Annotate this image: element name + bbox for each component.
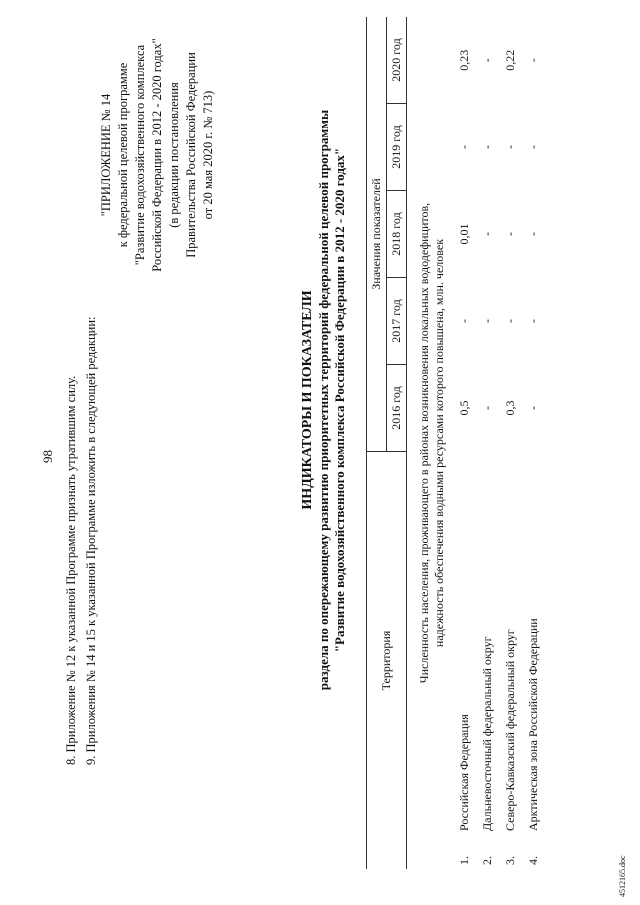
row-value: - <box>480 319 494 323</box>
header-year: 2017 год <box>387 278 407 365</box>
row-number: 3. <box>503 856 517 865</box>
row-value: 0,5 <box>457 400 471 416</box>
table-row <box>476 17 499 869</box>
row-value: 0,22 <box>503 49 517 71</box>
title-subtitle: "Развитие водохозяйственного комплекса Российской Федерации в 2012 - 2020 годах" <box>332 147 347 653</box>
table-row <box>453 17 476 869</box>
row-number: 4. <box>526 856 540 865</box>
row-value: - <box>526 145 540 149</box>
indicators-table <box>366 17 545 869</box>
document-title <box>300 5 348 795</box>
appendix-line: "ПРИЛОЖЕНИЕ № 14 <box>99 93 113 217</box>
row-number: 2. <box>480 856 494 865</box>
appendix-line: от 20 мая 2020 г. № 713) <box>201 90 215 220</box>
note-item-8: 8. Приложение № 12 к указанной Программе признать утратившим силу. <box>64 375 78 765</box>
row-value: - <box>503 232 517 236</box>
header-year: 2020 год <box>387 17 407 104</box>
header-year: 2018 год <box>387 191 407 278</box>
note-item-9: 9. Приложения № 14 и 15 к указанной Программе изложить в следующей редакции: <box>84 316 98 765</box>
appendix-line: к федеральной целевой программе <box>116 62 130 248</box>
header-values: Значения показателей <box>367 17 387 452</box>
row-value: 0,23 <box>457 49 471 71</box>
appendix-line: Российской Федерации в 2012 - 2020 годах" <box>150 38 164 272</box>
page-number: 98 <box>40 450 55 463</box>
row-value: - <box>526 319 540 323</box>
row-value: - <box>480 406 494 410</box>
table-row <box>499 17 522 869</box>
row-value: - <box>503 145 517 149</box>
footer-filename: 4512165.doc <box>618 855 627 897</box>
title-main: ИНДИКАТОРЫ И ПОКАЗАТЕЛИ <box>300 290 315 510</box>
section-title: Численность населения, проживающего в районах возникновения локальных вододефицитов, <box>417 202 431 684</box>
appendix-line: (в редакции постановления <box>167 82 181 228</box>
row-value: - <box>480 58 494 63</box>
row-territory: Северо-Кавказский федеральный округ <box>503 629 517 831</box>
header-year: 2019 год <box>387 104 407 191</box>
table-row <box>522 17 545 869</box>
appendix-header <box>98 5 217 305</box>
row-value: - <box>480 232 494 236</box>
section-title: надежность обеспечения водными ресурсами которого повышена, млн. человек <box>432 238 446 648</box>
row-value: - <box>480 145 494 149</box>
row-territory: Арктическая зона Российской Федерации <box>526 618 540 831</box>
row-value: - <box>526 406 540 410</box>
row-value: 0,01 <box>457 223 471 245</box>
row-value: - <box>526 232 540 236</box>
header-year: 2016 год <box>387 365 407 452</box>
row-number: 1. <box>457 856 471 865</box>
title-subtitle: раздела по опережающему развитию приоритетных территорий федеральной целевой программы <box>316 109 331 691</box>
row-value: - <box>526 58 540 63</box>
row-value: - <box>457 145 471 149</box>
row-value: - <box>503 319 517 323</box>
appendix-line: Правительства Российской Федерации <box>184 52 198 258</box>
row-territory: Российская Федерация <box>457 714 471 831</box>
appendix-line: "Развитие водохозяйственного комплекса <box>133 44 147 266</box>
section-row <box>407 17 454 869</box>
header-territory: Территория <box>367 452 407 870</box>
row-territory: Дальневосточный федеральный округ <box>480 636 494 831</box>
row-value: - <box>457 319 471 323</box>
row-value: 0,3 <box>503 400 517 416</box>
